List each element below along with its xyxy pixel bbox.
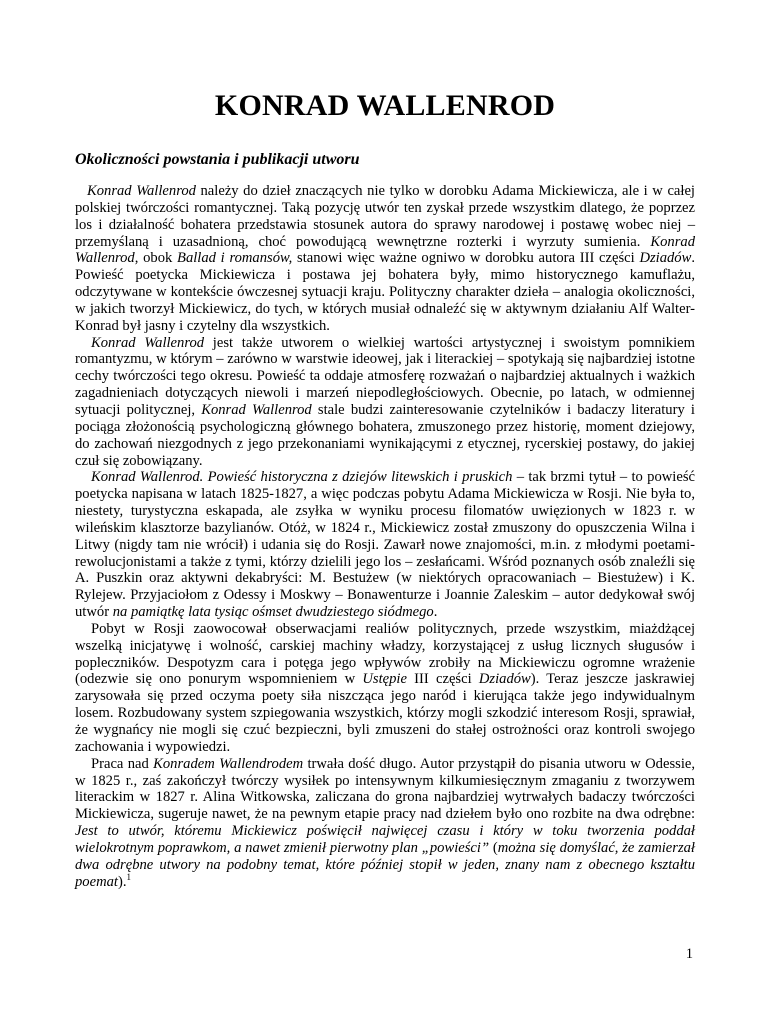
paragraph-1: [75, 183, 695, 335]
italic-text: na pamiątkę lata tysiąc ośmset dwudziestego siódmego: [112, 604, 434, 621]
text-run: . Powieść poetycka Mickiewicza i postawa jej bohatera były, mimo historycznego kamuflażu, odczytywane w kontekście ówczesnej sytuacji kraju. Polityczny charakter dzieła – analogia okoliczności, w jakich tworzył Mickiewicz, do tych, w których musiał odnaleźć się w aktywnym działaniu Alf Walter-Konrad był jasny i czytelny dla wszystkich.: [75, 250, 695, 334]
text-run: , obok: [134, 250, 178, 267]
text-run: (: [489, 839, 498, 856]
italic-text: Dziadów: [639, 250, 692, 267]
text-run: ). Teraz jeszcze jaskrawiej zarysowała się przed oczyma poety siła niszcząca jego naród i kierująca także jego indywidualnym losem. Rozbudowany system szpiegowania wszystkich, którzy mogli szkodzić interesom Rosji, sprawiał, że wygnańcy nie mogli się czuć bezpieczni, byli zmuszeni do stałej ostrożności oraz kontroli swojego zachowania i wypowiedzi.: [75, 671, 695, 755]
italic-text: Konrad Wallenrod: [87, 183, 196, 199]
italic-text: można się domyślać, że zamierzał dwa odrębne utwory na podobny temat, które później stopił w jeden, znany nam z obecnego kształtu poemat: [75, 839, 695, 890]
text-run: .: [433, 604, 438, 621]
paragraph-2: [75, 335, 695, 470]
italic-text: Konrad Wallenrod: [75, 233, 695, 267]
text-run: III części: [406, 671, 479, 688]
italic-text: Ballad i romansów,: [177, 250, 293, 267]
italic-text: Konrad Wallenrod. Powieść historyczna z dziejów litewskich i pruskich: [91, 469, 513, 486]
text-run: trwała dość długo. Autor przystąpił do pisania utworu w Odessie, w 1825 r., zaś zakończył twórczy wysiłek po intensywnym kilkumiesięcznym zmaganiu z tworzywem literackim w 1827 r. Alina Witkowska, zaliczana do grona najbardziej wytrwałych badaczy twórczości Mickiewicza, sugeruje nawet, że na pewnym etapie pracy nad dziełem było ono rozbite na dwa odrębne:: [75, 755, 696, 823]
text-run: Praca nad: [91, 755, 154, 772]
italic-text: Konrad Wallenrod: [201, 401, 312, 418]
text-run: jest także utworem o wielkiej wartości artystycznej i swoistym pomnikiem romantyzmu, w którym – zarówno w warstwie ideowej, jak i literackiej – spotykają się najbardziej istotne cechy twórczości tego okresu. Powieść ta oddaje atmosferę rozważań o najbardziej aktualnych i ważkich zagadnieniach dotyczących niewoli i marzeń niepodległościowych. Obecnie, po latach, w odmiennej sytuacji politycznej,: [75, 334, 695, 418]
text-run: Pobyt w Rosji zaowocował obserwacjami realiów politycznych, przede wszystkim, miażdżącej wszelką inicjatywę i wolność, carskiej machiny władzy, korzystającej z usług licznych sługusów i popleczników. Despotyzm cara i potęga jego wpływów zrobiły na Mickiewiczu ogromne wrażenie (odezwie się ono ponurym wspomnieniem w: [75, 620, 695, 688]
section-heading: Okoliczności powstania i publikacji utworu: [75, 151, 360, 168]
text-run: ).: [117, 873, 127, 890]
italic-text: Ustępie: [362, 671, 407, 688]
body-text: [75, 183, 695, 890]
text-run: należy do dzieł znaczących nie tylko w dorobku Adama Mickiewicza, ale i w całej polskiej twórczości romantycznej. Taką pozycję utwór ten zyskał przede wszystkim dlatego, że poprzez los i działalność bohatera przedstawia stosunek autora do sprawy narodowej i postawę wobec niej – przemyślaną i uzasadnioną, choć powodującą wewnętrzne rozterki i wyrzuty sumienia.: [75, 183, 695, 250]
text-run: – tak brzmi tytuł – to powieść poetycka napisana w latach 1825-1827, a więc podczas pobytu Adama Mickiewicza w Rosji. Nie była to, niestety, turystyczna eskapada, ale zsyłka w wyniku procesu filomatów uwięzionych w 1823 r. w wileńskim klasztorze bazylianów. Otóż, w 1824 r., Mickiewicz został zmuszony do opuszczenia Wilna i Litwy (nigdy tam nie wrócił) i udania się do Rosji. Zawarł nowe znajomości, m.in. z młodymi poetami-rewolucjonistami a także z tymi, którzy dzielili jego los – zesłańcami. Wśród poznanych osób znaleźli się A. Puszkin oraz aktywni dekabryści: M. Bestużew (w niektórych opracowaniach – Biestużew) i K. Rylejew. Przyjaciołom z Odessy i Moskwy – Bonawenturze i Joannie Zaleskim – autor dedykował swój utwór: [75, 469, 695, 621]
italic-text: Konradem Wallendrodem: [153, 755, 304, 772]
italic-text: Jest to utwór, któremu Mickiewicz poświęcił najwięcej czasu i który w toku tworzenia poddał wielokrotnym poprawkom, a nawet zmienił pierwotny plan „powieści”: [75, 823, 695, 856]
document-page: [75, 0, 695, 890]
paragraph-5: [75, 756, 695, 891]
page-number: 1: [685, 946, 693, 962]
italic-text: Konrad Wallenrod: [91, 334, 205, 351]
italic-text: Dziadów: [478, 671, 531, 688]
footnote-reference: 1: [126, 871, 131, 882]
document-title: KONRAD WALLENROD: [214, 89, 556, 122]
text-run: stanowi więc ważne ogniwo w dorobku autora III części: [292, 250, 640, 267]
paragraph-3: [75, 469, 695, 621]
text-run: stale budzi zainteresowanie czytelników i badaczy literatury i pociąga złożonością psychologiczną głównego bohatera, zmuszonego przez historię, moment dziejowy, do zachowań niezgodnych z jego przekonaniami wynikającymi z etycznej, rycerskiej postawy, do jakiej czuł się zobowiązany.: [75, 401, 695, 469]
paragraph-4: [75, 621, 695, 756]
